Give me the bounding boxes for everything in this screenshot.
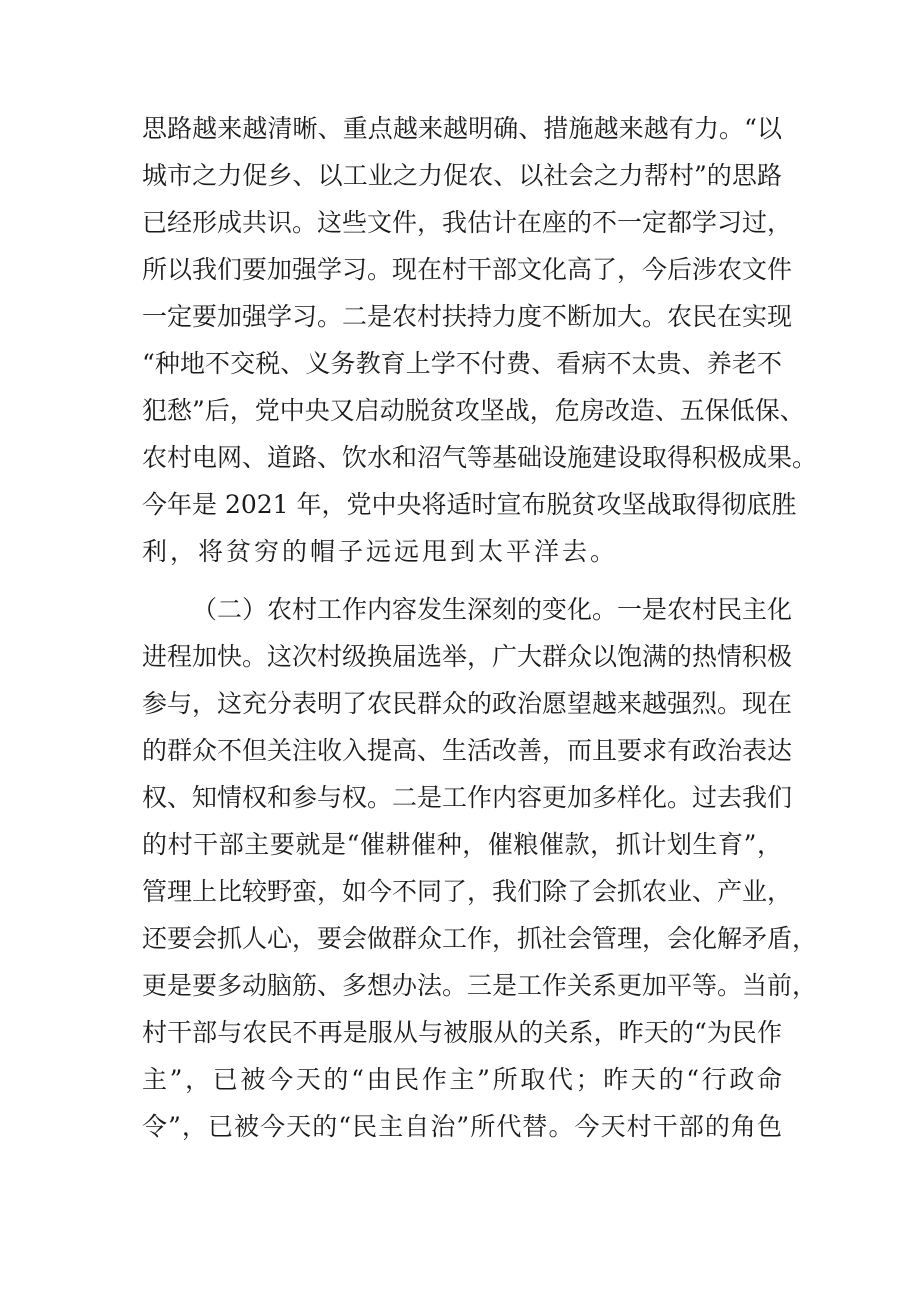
paragraph-1-line-6: “种地不交税、义务教育上学不付费、看病不太贵、养老不 xyxy=(142,349,782,378)
paragraph-2-line-6: 的村干部主要就是“催耕催种，催粮催款，抓计划生育”， xyxy=(142,830,782,859)
paragraph-1-line-10: 利，将贫穷的帽子远远甩到太平洋去。 xyxy=(142,537,619,566)
paragraph-2-line-11: 主”，已被今天的“由民作主”所取代；昨天的“行政命 xyxy=(142,1065,782,1094)
paragraph-1-line-5: 一定要加强学习。二是农村扶持力度不断加大。农民在实现 xyxy=(142,302,793,331)
paragraph-2-line-7: 管理上比较野蛮，如今不同了，我们除了会抓农业、产业， xyxy=(142,877,793,906)
paragraph-2-line-5: 权、知情权和参与权。二是工作内容更加多样化。过去我们 xyxy=(142,783,793,812)
paragraph-2-line-4: 的群众不但关注收入提高、生活改善，而且要求有政治表达 xyxy=(142,736,793,765)
paragraph-1-line-2: 城市之力促乡、以工业之力促农、以社会之力帮村”的思路 xyxy=(142,161,782,190)
paragraph-1-line-4: 所以我们要加强学习。现在村干部文化高了，今后涉农文件 xyxy=(142,255,793,284)
paragraph-1-line-8: 农村电网、道路、饮水和沼气等基础设施建设取得积极成果。 xyxy=(142,443,818,472)
paragraph-2-line-8: 还要会抓人心，要会做群众工作，抓社会管理，会化解矛盾， xyxy=(142,924,818,953)
paragraph-2-line-1: （二）农村工作内容发生深刻的变化。一是农村民主化 xyxy=(192,595,793,624)
paragraph-1-line-1: 思路越来越清晰、重点越来越明确、措施越来越有力。“以 xyxy=(142,114,782,143)
paragraph-1-line-7: 犯愁”后，党中央又启动脱贫攻坚战，危房改造、五保低保、 xyxy=(142,396,805,425)
paragraph-2-line-2: 进程加快。这次村级换届选举，广大群众以饱满的热情积极 xyxy=(142,642,793,671)
paragraph-2-line-12: 令”，已被今天的“民主自治”所代替。今天村干部的角色 xyxy=(142,1112,782,1141)
paragraph-2-line-10: 村干部与农民不再是服从与被服从的关系，昨天的“为民作 xyxy=(142,1018,782,1047)
paragraph-1-line-9: 今年是 2021 年，党中央将适时宣布脱贫攻坚战取得彻底胜 xyxy=(142,490,797,519)
paragraph-2-line-3: 参与，这充分表明了农民群众的政治愿望越来越强烈。现在 xyxy=(142,689,793,718)
paragraph-2-line-9: 更是要多动脑筋、多想办法。三是工作关系更加平等。当前， xyxy=(142,971,818,1000)
paragraph-1-line-3: 已经形成共识。这些文件，我估计在座的不一定都学习过， xyxy=(142,208,793,237)
